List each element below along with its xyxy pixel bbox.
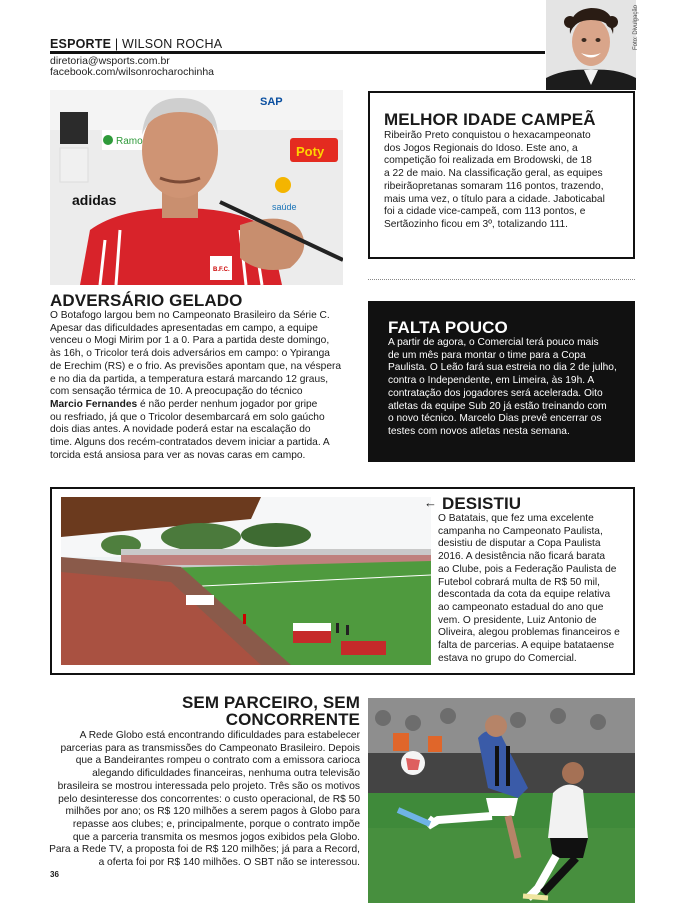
text-line: time. Alguns dos recém-contratados devem iniciar a partida. A	[50, 437, 330, 449]
sponsor-sap: SAP	[260, 96, 283, 108]
text-line: Sertãozinho ficou em 3º, totalizando 111.	[384, 218, 568, 230]
text-line: Apesar das dificuldades apresentadas em campo, a equipe	[50, 322, 318, 334]
text-line: Para a Rede TV, a proposta foi de R$ 120 milhões; já para a Record,	[49, 844, 360, 856]
coach-name: Marcio Fernandes	[50, 398, 138, 410]
section-name: ESPORTE	[50, 37, 112, 51]
text-line: mais uma vez, o título para a cidade. Jaboticabal	[384, 193, 605, 205]
text-line: O Batatais, que fez uma excelente	[438, 513, 594, 524]
column-header	[50, 37, 222, 51]
author-email[interactable]: diretoria@wsports.com.br	[50, 55, 170, 67]
text-line: Paulista. O Leão fará sua estreia no dia 2 de julho,	[388, 362, 617, 374]
text-line: falta de parcerias. A equipe batataense	[438, 640, 615, 652]
text-line: repasse aos clubes; e, principalmente, porque o contrato impõe	[72, 818, 360, 830]
text-line: pelo desinteresse dos concorrentes: o custo operacional, de R$ 50	[58, 793, 360, 805]
text-line: com sensação térmica de 10. A preocupação do técnico	[50, 386, 303, 398]
text-line: contratação dos jogadores será acelerada. Oito	[388, 387, 603, 399]
article-falta-pouco	[368, 301, 635, 462]
text-line: venceu o Mogi Mirim por 1 a 0. Para a partida deste domingo,	[50, 335, 330, 347]
text-line: que a Bandeirantes rompeu o contrato com a emissora carioca	[75, 755, 360, 767]
stadium-photo	[61, 497, 431, 665]
text-line-with-name: Marcio Fernandes é não perder nenhum jogador por gripe	[50, 398, 318, 410]
article-adversario	[50, 292, 350, 462]
sponsor-saude: saúde	[272, 202, 297, 212]
text-line: e no dia da partida, a temperatura estará marcando 12 graus,	[50, 373, 329, 385]
text-line: dois dias antes. A novidade poderá estar na escalação do	[50, 424, 311, 436]
text-line: 2016. A desistência não ficará barata	[438, 551, 606, 563]
divider	[368, 279, 635, 280]
text-line: vem. O presidente, Luiz Antonio de	[438, 614, 597, 626]
article-title: ADVERSÁRIO GELADO	[50, 291, 243, 310]
author-name: WILSON ROCHA	[121, 37, 223, 51]
text-line: campanha no Campeonato Paulista,	[438, 525, 603, 537]
photo-credit: Foto: Divulgação	[633, 4, 639, 50]
text-line: de um mês para montar o time para a Copa	[388, 349, 586, 361]
text-line: ao Clube, pois a Federação Paulista de	[438, 563, 617, 575]
article-desistiu	[424, 494, 629, 665]
article-title: MELHOR IDADE CAMPEÃ	[384, 110, 596, 129]
text-line: contra o Independente, em Limeira, às 19h. A	[388, 375, 595, 387]
text-line: estava no grupo do Comercial.	[438, 652, 577, 664]
page-number: 36	[50, 870, 59, 879]
author-photo	[546, 0, 636, 90]
text-line: Oliveira, alegou problemas financeiros e	[438, 627, 620, 639]
match-photo	[368, 698, 635, 903]
text-line: O Botafogo largou bem no Campeonato Brasileiro da Série C.	[50, 310, 330, 321]
arrow-left-icon: ←	[424, 495, 438, 510]
text-line: A Rede Globo está encontrando dificuldades para estabelecer	[79, 730, 360, 741]
text-line: competição foi realizada em Brodowski, de 18	[384, 155, 592, 167]
text-line: de Erechim (RS) e o frio. As previsões apontam que, na véspera	[50, 360, 342, 372]
text-line: Futebol cobrará multa de R$ 50 mil,	[438, 576, 600, 588]
header-rule	[50, 51, 545, 54]
text-line: torcida está ansiosa para ver as novas caras em campo.	[50, 449, 306, 461]
text-line: desistiu de disputar a Copa Paulista	[438, 538, 601, 550]
text-line: às 16h, o Tricolor terá dois adversários em campo: o Ypiranga	[50, 348, 330, 360]
author-facebook[interactable]: facebook.com/wilsonrocharochinha	[50, 66, 215, 78]
text-line: dos Jogos Regionais do Idoso. Este ano, a	[384, 142, 578, 154]
text-line: brasileira se mostrou interessada pelo projeto. Três são os motivos	[57, 780, 360, 792]
text-line: Ribeirão Preto conquistou o hexacampeonato	[384, 130, 591, 141]
article-melhor-idade	[368, 91, 635, 259]
coach-photo	[50, 90, 343, 285]
text-line: testes com novos atletas nesta semana.	[388, 425, 570, 437]
text-line: milhões por ano; os R$ 120 milhões a serem pagos à Globo para	[65, 806, 360, 818]
article-title: FALTA POUCO	[388, 318, 508, 337]
text-line: ou resfriado, já que o Tricolor desembarcará em solo gaúcho	[50, 411, 325, 423]
article-sem-parceiro	[48, 694, 360, 870]
text-line: parcerias para as transmissões do Campeonato Brasileiro. Depois	[60, 742, 360, 754]
text-line: atletas da equipe Sub 20 já estão treinando com	[388, 400, 607, 412]
sponsor-ramo: Ramo	[116, 136, 143, 147]
article-title: DESISTIU	[441, 494, 522, 513]
text-line: foi a cidade vice-campeã, com 113 pontos, e	[384, 206, 586, 218]
text-line: ao campeonato estadual do ano que	[438, 601, 604, 613]
text-line: o novo técnico. Marcelo Dias prevê encerrar os	[388, 413, 602, 425]
text-line: alegando dificuldades financeiras, nenhuma outra televisão	[92, 768, 360, 780]
club-crest: B.F.C.	[213, 267, 230, 273]
text-line: que a parceria transmita os mesmos jogos exibidos pela Globo.	[72, 831, 360, 843]
text-line: a oferta foi por R$ 140 milhões. O SBT não se interessou.	[98, 857, 360, 869]
text-line: descontada da cota da equipe relativa	[438, 589, 611, 601]
sponsor-poty: Poty	[296, 144, 325, 159]
text-line: ribeirãopretanas somaram 116 pontos, trazendo,	[384, 180, 604, 192]
sponsor-adidas: adidas	[72, 192, 117, 208]
article-title: SEM PARCEIRO, SEM CONCORRENTE	[181, 693, 360, 729]
text-line: A partir de agora, o Comercial terá pouco mais	[388, 337, 599, 348]
text-line: a 22 de maio. Na classificação geral, as equipes	[384, 168, 603, 180]
header-separator: |	[114, 37, 119, 51]
